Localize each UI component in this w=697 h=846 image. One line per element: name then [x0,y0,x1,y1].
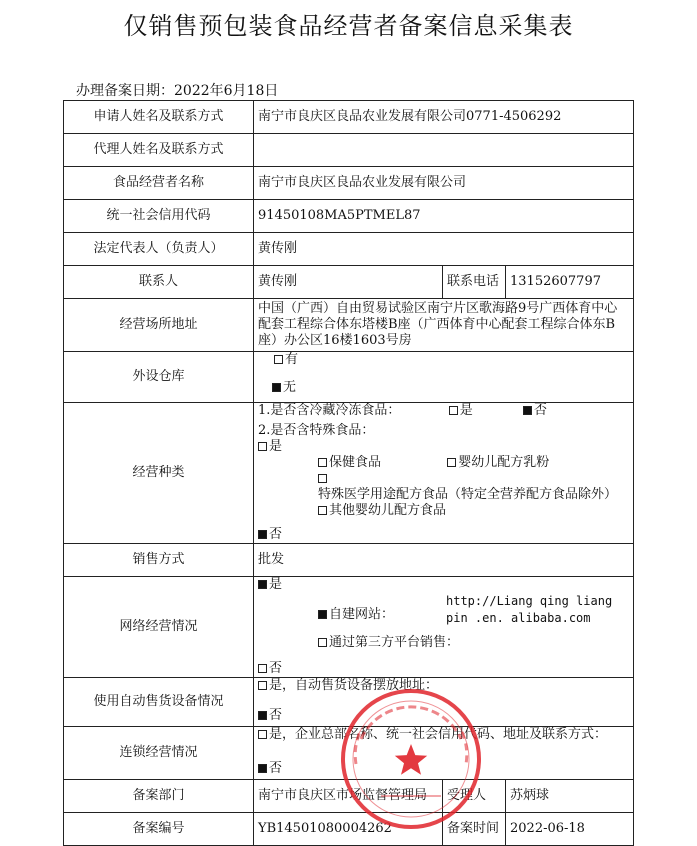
checkbox-checked-icon [258,711,267,720]
receiver-label: 受理人 [443,780,506,813]
cold-chain-no[interactable]: 否 [523,403,547,418]
option-medical-food[interactable]: 特殊医学用途配方食品（特定全营养配方食品除外） [258,471,629,503]
row-credit-code [64,200,634,233]
row-agent [64,134,634,167]
row-applicant [64,101,634,134]
applicant-value: 南宁市良庆区良品农业发展有限公司0771-4506292 [254,101,634,134]
operator-label: 食品经营者名称 [64,167,254,200]
record-time-label: 备案时间 [443,813,506,846]
checkbox-icon [447,458,456,467]
filing-date-label: 办理备案日期： [76,83,174,99]
self-site-url: http://Liang qing liang pin .en. alibaba.com [446,594,613,625]
special-food-no[interactable]: 否 [258,527,629,543]
record-no-label: 备案编号 [64,813,254,846]
phone-label: 联系电话 [443,266,506,299]
row-online [64,577,634,678]
warehouse-option-no[interactable]: 无 [258,380,629,396]
dept-label: 备案部门 [64,780,254,813]
vending-no[interactable]: 否 [258,708,629,724]
special-food-question: 2.是否含特殊食品： [258,423,375,438]
record-time-value: 2022-06-18 [506,813,634,846]
row-warehouse [64,352,634,403]
agent-label: 代理人姓名及联系方式 [64,134,254,167]
sales-method-value: 批发 [254,544,634,577]
legal-rep-value: 黄传刚 [254,233,634,266]
checkbox-checked-icon [258,530,267,539]
agent-value [254,134,634,167]
address-value: 中国（广西）自由贸易试验区南宁片区歌海路9号广西体育中心配套工程综合体东塔楼B座（广西体育中心配套工程综合体东B座）办公区16楼1603号房 [254,299,634,352]
record-no-value: YB14501080004262 [254,813,443,846]
sales-method-label: 销售方式 [64,544,254,577]
business-type-label: 经营种类 [64,403,254,544]
warehouse-option-yes[interactable]: 有 [258,352,629,368]
filing-date-value: 2022年6月18日 [174,83,279,99]
checkbox-icon [258,664,267,673]
contact-label: 联系人 [64,266,254,299]
applicant-label: 申请人姓名及联系方式 [64,101,254,134]
checkbox-icon [258,681,267,690]
option-other-infant[interactable]: 其他婴幼儿配方食品 [258,503,629,519]
operator-value: 南宁市良庆区良品农业发展有限公司 [254,167,634,200]
contact-value: 黄传刚 [254,266,443,299]
option-infant-milk[interactable]: 婴幼儿配方乳粉 [447,455,549,470]
checkbox-checked-icon [258,764,267,773]
row-sales-method [64,544,634,577]
checkbox-icon [318,474,327,483]
checkbox-icon [318,638,327,647]
cold-chain-question: 1.是否含冷藏冷冻食品： 是 否 [258,403,547,418]
checkbox-checked-icon [318,610,327,619]
chain-no[interactable]: 否 [258,761,629,777]
row-operator [64,167,634,200]
receiver-value: 苏炳球 [506,780,634,813]
page-title: 仅销售预包装食品经营者备案信息采集表 [123,12,574,40]
self-site-option[interactable]: 自建网站： [318,607,394,623]
official-seal [336,684,486,834]
chain-label: 连锁经营情况 [64,727,254,780]
cold-chain-yes[interactable]: 是 [449,403,473,418]
legal-rep-label: 法定代表人（负责人） [64,233,254,266]
checkbox-icon [258,730,267,739]
address-label: 经营场所地址 [64,299,254,352]
checkbox-checked-icon [523,406,532,415]
checkbox-icon [449,406,458,415]
checkbox-icon [274,355,283,364]
checkbox-icon [258,442,267,451]
special-food-yes[interactable]: 是 [258,439,629,455]
filing-date [76,80,278,100]
row-contact [64,266,634,299]
dept-value: 南宁市良庆区市场监督管理局 [254,780,443,813]
checkbox-checked-icon [272,383,281,392]
online-no[interactable]: 否 [258,661,629,677]
third-party-option[interactable]: 通过第三方平台销售： [258,635,629,651]
row-business-type [64,403,634,544]
checkbox-icon [318,506,327,515]
row-legal-rep [64,233,634,266]
online-yes[interactable]: 是 [258,577,629,593]
row-address [64,299,634,352]
online-label: 网络经营情况 [64,577,254,678]
vending-label: 使用自动售货设备情况 [64,678,254,727]
vending-yes[interactable]: 是，自动售货设备摆放地址： [258,678,629,694]
phone-value: 13152607797 [506,266,634,299]
credit-code-value: 91450108MA5PTMEL87 [254,200,634,233]
checkbox-checked-icon [258,580,267,589]
credit-code-label: 统一社会信用代码 [64,200,254,233]
option-health-food[interactable]: 保健食品 [318,455,381,470]
warehouse-label: 外设仓库 [64,352,254,403]
checkbox-icon [318,458,327,467]
chain-yes[interactable]: 是，企业总部名称、统一社会信用代码、地址及联系方式： [258,727,629,743]
